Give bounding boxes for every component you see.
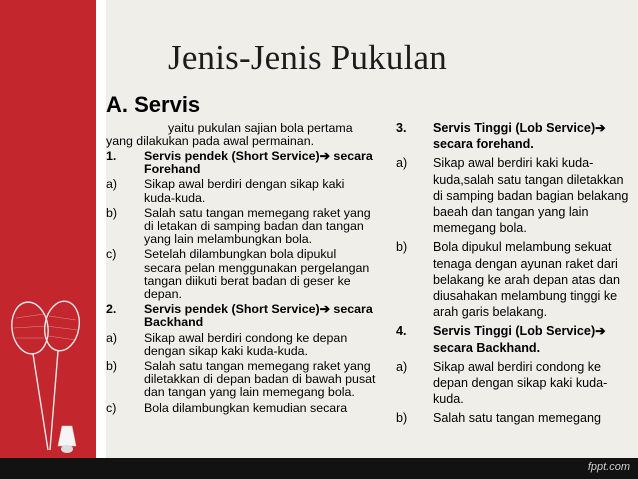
item-text: Servis Tinggi (Lob Service)➔ secara Backhand.: [433, 324, 606, 355]
list-item: [396, 323, 632, 355]
item-number: 4.: [396, 324, 407, 339]
badminton-racket-icon: [0, 300, 110, 470]
bottom-bar: [0, 458, 638, 479]
list-item: [106, 360, 376, 400]
left-list: [106, 150, 376, 415]
right-column: [396, 117, 632, 427]
item-number: a): [106, 177, 118, 192]
item-number: a): [106, 330, 118, 345]
item-text: Sikap awal berdiri condong ke depan dengan sikap kaki kuda-kuda.: [433, 359, 608, 407]
list-item: [396, 410, 632, 426]
list-item: [106, 150, 376, 176]
item-number: 3.: [396, 121, 407, 135]
item-text: Sikap awal berdiri dengan sikap kaki kuda-kuda.: [144, 177, 345, 205]
item-number: a): [396, 359, 408, 374]
item-text: Salah satu tangan memegang: [433, 411, 602, 426]
item-text: Servis Tinggi (Lob Service)➔ secara forehand.: [433, 121, 606, 152]
list-item: [106, 178, 376, 204]
list-item: [396, 359, 632, 408]
item-number: 1.: [106, 149, 117, 163]
list-item: [106, 402, 376, 415]
item-text: Setelah dilambungkan bola dipukul secara pelan menggunakan pergelangan tangan diikuti berat badan di geser ke depan.: [144, 247, 370, 302]
list-item: [396, 155, 632, 236]
list-item: [396, 120, 632, 152]
list-item: [106, 248, 376, 301]
item-number: c): [106, 247, 117, 262]
item-text: Salah satu tangan memegang raket yang di letakan di samping badan dan tangan yang lain melambungkan bola.: [144, 205, 371, 247]
item-number: b): [396, 411, 408, 426]
item-text: Salah satu tangan memegang raket yang diletakkan di depan badan di bawah pusat dan tangan yang lain memegang bola.: [144, 359, 376, 400]
shuttlecock-icon: [58, 426, 76, 453]
item-text: Bola dipukul melambung sekuat tenaga dengan ayunan raket dari belakang ke arah depan atas dan diusahakan melambung tinggi ke arah garis belakang.: [433, 240, 620, 320]
item-number: 2.: [106, 302, 117, 317]
section-heading: A. Servis: [106, 92, 201, 117]
list-item: [106, 207, 376, 247]
item-text: Servis pendek (Short Service)➔ secara Backhand: [144, 302, 373, 330]
right-list: [396, 120, 632, 427]
list-item: [106, 303, 376, 329]
item-number: c): [106, 400, 117, 415]
item-text: Servis pendek (Short Service)➔ secara Forehand: [144, 149, 373, 177]
intro-text: yaitu pukulan sajian bola pertama yang dilakukan pada awal permainan.: [106, 121, 353, 148]
item-number: a): [396, 156, 408, 171]
brand-mark: fppt.com: [587, 461, 630, 473]
item-text: Sikap awal berdiri kaki kuda-kuda,salah satu tangan diletakkan di samping badan bagian belakang baeah dan tangan yang lain memegang bola.: [433, 156, 629, 236]
list-item: [396, 239, 632, 320]
item-text: Sikap awal berdiri condong ke depan dengan sikap kaki kuda-kuda.: [144, 330, 348, 358]
list-item: [106, 332, 376, 358]
item-text: Bola dilambungkan kemudian secara: [144, 400, 348, 415]
item-number: b): [106, 205, 118, 220]
item-number: b): [106, 359, 118, 374]
left-column: [106, 92, 376, 415]
slide-title: Jenis-Jenis Pukulan: [168, 38, 447, 77]
item-number: b): [396, 240, 408, 255]
